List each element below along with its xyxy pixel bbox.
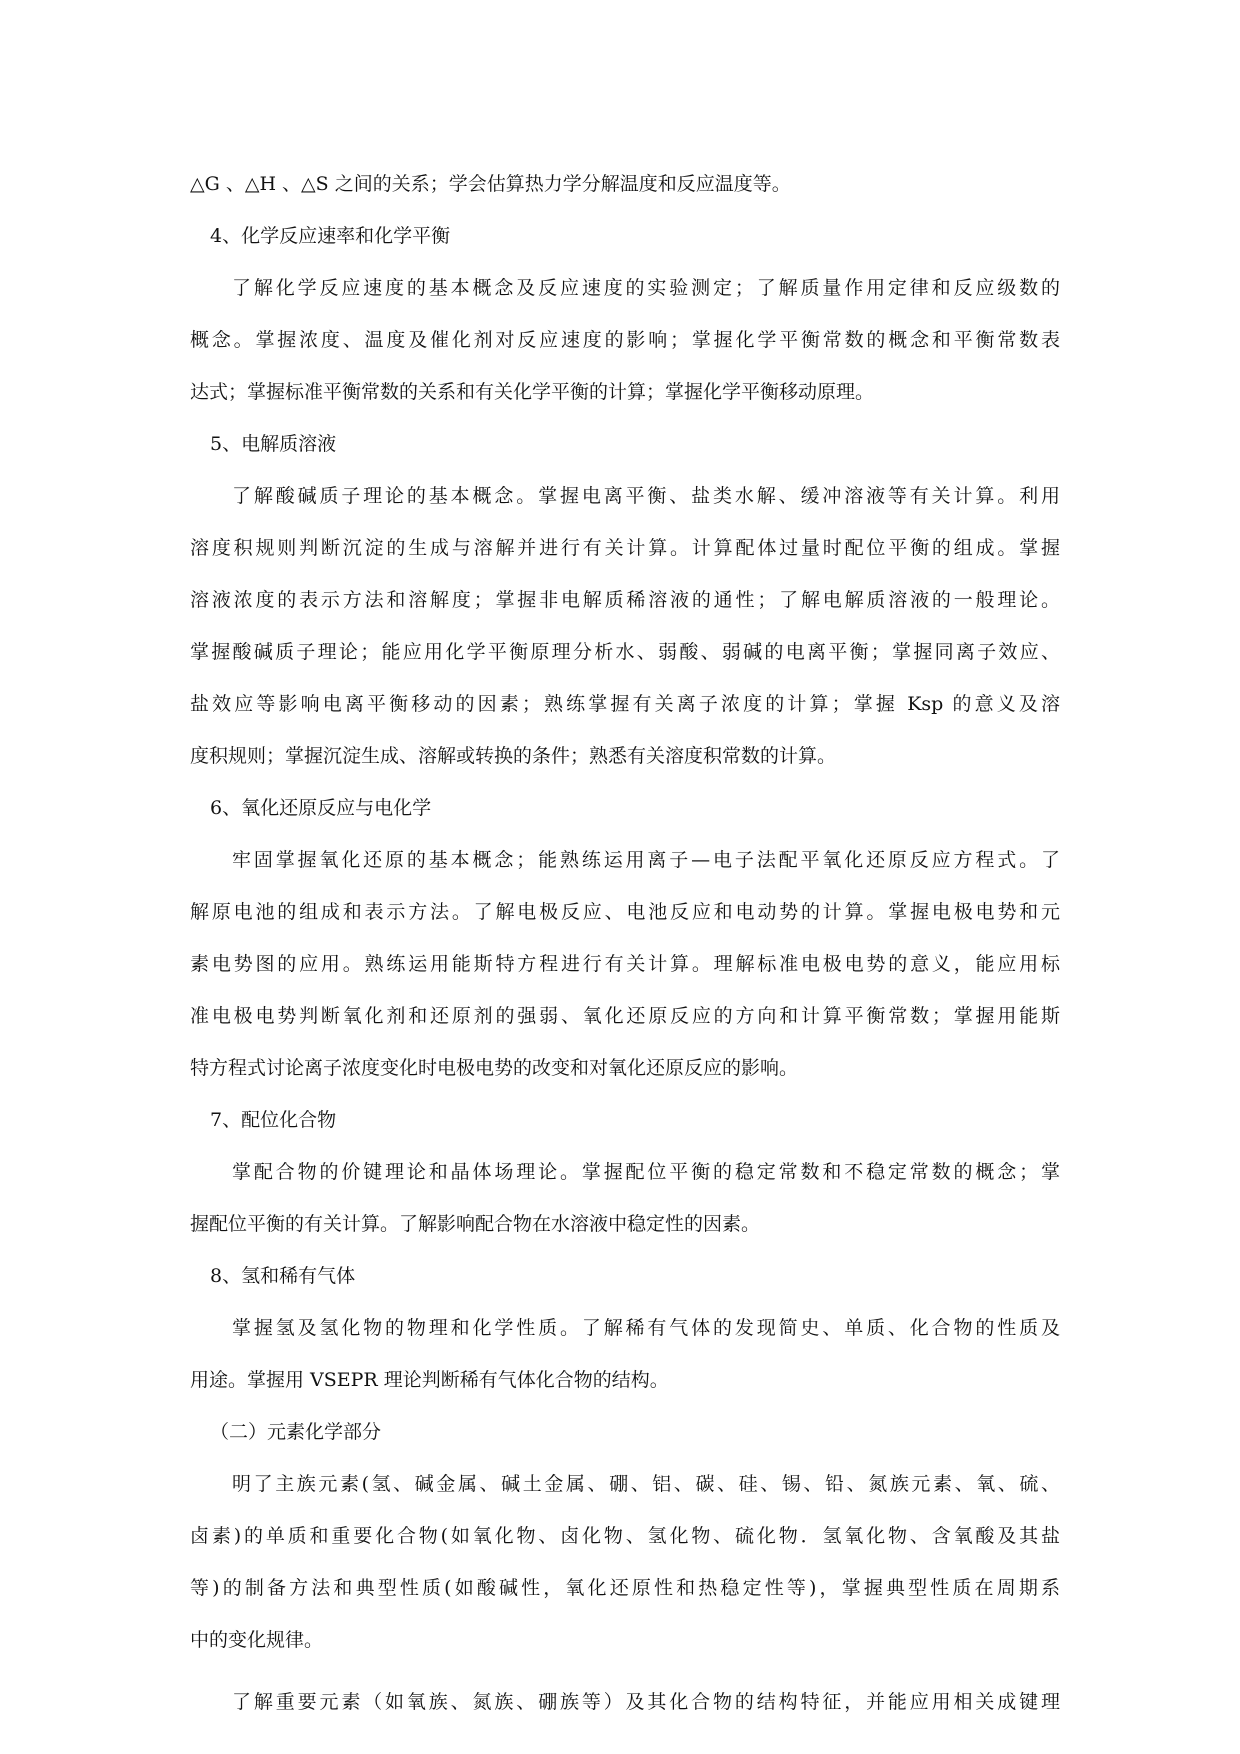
text-line: 握配位平衡的有关计算。了解影响配合物在水溶液中稳定性的因素。 (190, 1213, 761, 1235)
text-line: 中的变化规律。 (190, 1629, 324, 1651)
text-line: 特方程式讨论离子浓度变化时电极电势的改变和对氧化还原反应的影响。 (190, 1057, 799, 1079)
text-line: 掌配合物的价键理论和晶体场理论。掌握配位平衡的稳定常数和不稳定常数的概念；掌 (232, 1161, 1060, 1183)
text-line: △G 、△H 、△S 之间的关系；学会估算热力学分解温度和反应温度等。 (190, 173, 791, 195)
text-line: 了解酸碱质子理论的基本概念。掌握电离平衡、盐类水解、缓冲溶液等有关计算。利用 (232, 485, 1060, 507)
document-body (190, 158, 1060, 1728)
text-line: 概念。掌握浓度、温度及催化剂对反应速度的影响；掌握化学平衡常数的概念和平衡常数表 (190, 329, 1060, 351)
section-heading: 4、化学反应速率和化学平衡 (210, 225, 451, 247)
text-line: 素电势图的应用。熟练运用能斯特方程进行有关计算。理解标准电极电势的意义，能应用标 (190, 953, 1060, 975)
text-line: 等)的制备方法和典型性质(如酸碱性，氧化还原性和热稳定性等)，掌握典型性质在周期系 (190, 1577, 1060, 1599)
text-line: 准电极电势判断氧化剂和还原剂的强弱、氧化还原反应的方向和计算平衡常数；掌握用能斯 (190, 1005, 1060, 1027)
text-line: 溶度积规则判断沉淀的生成与溶解并进行有关计算。计算配体过量时配位平衡的组成。掌握 (190, 537, 1060, 559)
section-heading: 5、电解质溶液 (210, 433, 337, 455)
text-line: 溶液浓度的表示方法和溶解度；掌握非电解质稀溶液的通性；了解电解质溶液的一般理论。 (190, 589, 1060, 611)
text-line: 了解重要元素（如氧族、氮族、硼族等）及其化合物的结构特征，并能应用相关成键理 (232, 1691, 1060, 1713)
text-line: 用途。掌握用 VSEPR 理论判断稀有气体化合物的结构。 (190, 1369, 669, 1391)
text-line: 掌握酸碱质子理论；能应用化学平衡原理分析水、弱酸、弱碱的电离平衡；掌握同离子效应、 (190, 641, 1060, 663)
section-heading: （二）元素化学部分 (210, 1421, 382, 1443)
text-line: 盐效应等影响电离平衡移动的因素；熟练掌握有关离子浓度的计算；掌握 Ksp 的意义及溶 (190, 693, 1060, 715)
text-line: 掌握氢及氢化物的物理和化学性质。了解稀有气体的发现简史、单质、化合物的性质及 (232, 1317, 1060, 1339)
text-line: 明了主族元素(氢、碱金属、碱土金属、硼、铝、碳、硅、锡、铅、氮族元素、氧、硫、 (232, 1473, 1060, 1495)
text-line: 卤素)的单质和重要化合物(如氧化物、卤化物、氢化物、硫化物．氢氧化物、含氧酸及其盐 (190, 1525, 1060, 1547)
text-line: 解原电池的组成和表示方法。了解电极反应、电池反应和电动势的计算。掌握电极电势和元 (190, 901, 1060, 923)
text-line: 达式；掌握标准平衡常数的关系和有关化学平衡的计算；掌握化学平衡移动原理。 (190, 381, 875, 403)
text-line: 了解化学反应速度的基本概念及反应速度的实验测定；了解质量作用定律和反应级数的 (232, 277, 1060, 299)
text-line: 牢固掌握氧化还原的基本概念；能熟练运用离子—电子法配平氧化还原反应方程式。了 (232, 849, 1060, 871)
section-heading: 7、配位化合物 (210, 1109, 337, 1131)
section-heading: 8、氢和稀有气体 (210, 1265, 356, 1287)
text-line: 度积规则；掌握沉淀生成、溶解或转换的条件；熟悉有关溶度积常数的计算。 (190, 745, 837, 767)
section-heading: 6、氧化还原反应与电化学 (210, 797, 432, 819)
